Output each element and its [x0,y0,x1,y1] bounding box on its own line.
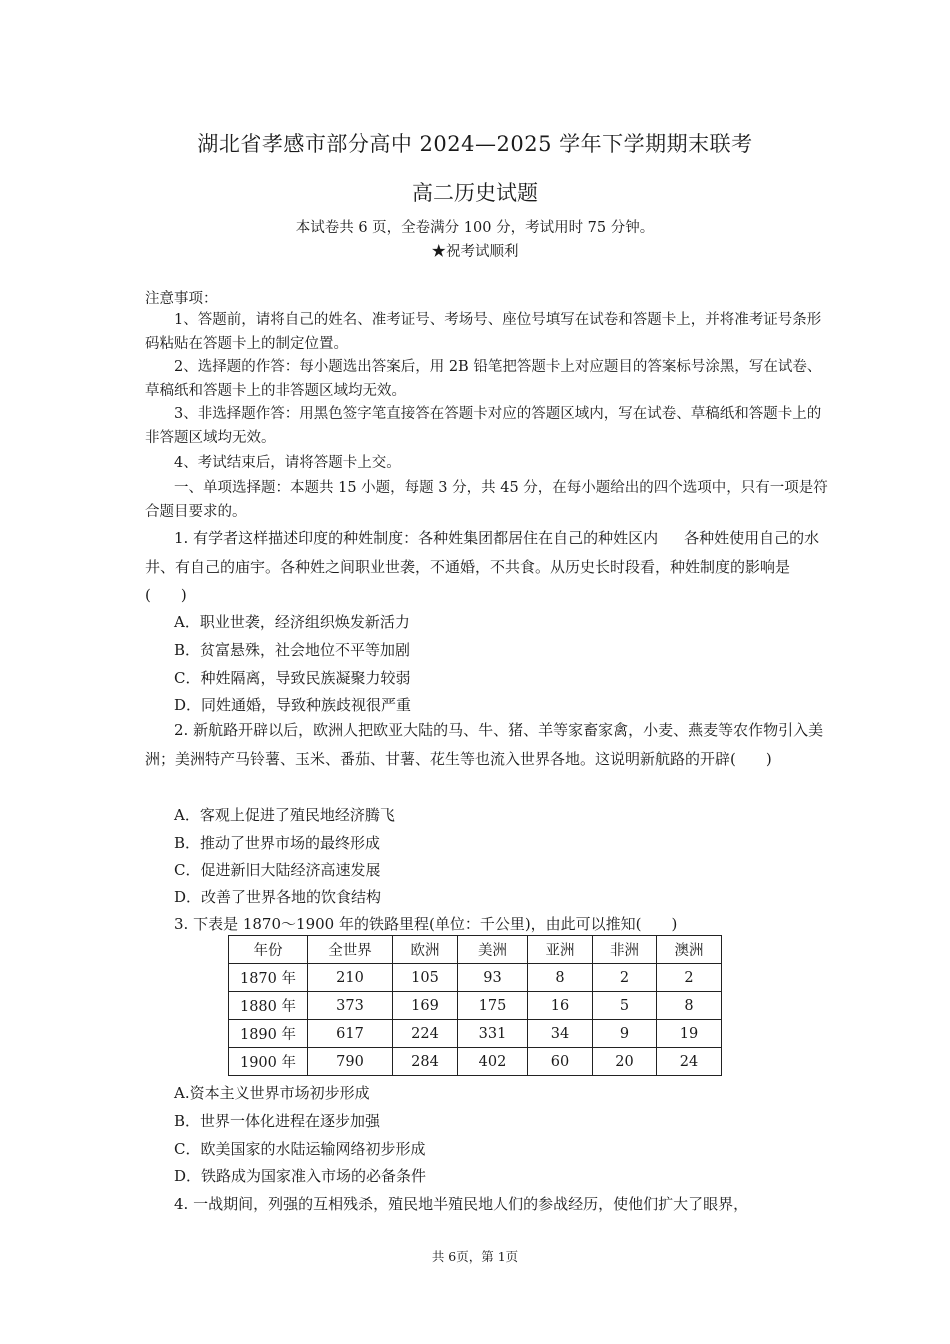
table-cell: 210 [308,964,393,992]
table-cell: 24 [657,1048,722,1076]
exam-info: 本试卷共 6 页，全卷满分 100 分，考试用时 75 分钟。 [295,220,655,236]
table-row [229,1020,722,1048]
question-2-option-d: D．改善了世界各地的饮食结构 [174,888,382,906]
question-1-option-a: A．职业世袭，经济组织焕发新活力 [174,613,410,631]
table-header-cell: 欧洲 [393,936,458,964]
table-cell: 105 [393,964,458,992]
table-header-cell: 澳洲 [657,936,722,964]
table-cell: 402 [458,1048,528,1076]
question-4-stem: 4. 一战期间，列强的互相残杀，殖民地半殖民地人们的参战经历，使他们扩大了眼界， [174,1195,749,1213]
table-header-cell: 非洲 [593,936,657,964]
question-1-option-b: B．贫富悬殊，社会地位不平等加剧 [174,641,411,659]
exam-title: 湖北省孝感市部分高中 2024—2025 学年下学期期末联考 [197,132,753,156]
notice-heading: 注意事项： [145,291,218,307]
table-cell: 60 [528,1048,593,1076]
question-1-stem [145,524,825,610]
question-2-option-b: B．推动了世界市场的最终形成 [174,834,381,852]
table-cell: 224 [393,1020,458,1048]
table-cell: 1890 年 [229,1020,308,1048]
table-cell: 16 [528,992,593,1020]
question-2-option-c: C．促进新旧大陆经济高速发展 [174,861,381,879]
table-row [229,992,722,1020]
table-cell: 284 [393,1048,458,1076]
table-cell: 2 [657,964,722,992]
page-footer: 共 6页，第 1页 [431,1249,519,1264]
question-3-stem: 3. 下表是 1870～1900 年的铁路里程(单位：千公里)，由此可以推知( ) [174,915,678,933]
table-cell: 34 [528,1020,593,1048]
table-cell: 8 [657,992,722,1020]
table-cell: 5 [593,992,657,1020]
question-1-option-d: D．同姓通婚，导致种族歧视很严重 [174,696,412,714]
table-cell: 617 [308,1020,393,1048]
question-3-option-b: B．世界一体化进程在逐步加强 [174,1112,381,1130]
section-intro: 一、单项选择题：本题共 15 小题，每题 3 分，共 45 分，在每小题给出的四个选项中，只有一项是符合题目要求的。 [145,480,828,520]
table-cell: 175 [458,992,528,1020]
table-cell: 373 [308,992,393,1020]
table-header-cell: 全世界 [308,936,393,964]
table-cell: 1870 年 [229,964,308,992]
question-1-option-c: C．种姓隔离，导致民族凝聚力较弱 [174,669,411,687]
table-cell: 2 [593,964,657,992]
question-1-stem-a: 1. 有学者这样描述印度的种姓制度：各种姓集团都居住在自己的种姓区内 [174,529,659,547]
table-cell: 1900 年 [229,1048,308,1076]
question-2-stem: 2. 新航路开辟以后，欧洲人把欧亚大陆的马、牛、猪、羊等家畜家禽，小麦、燕麦等农作物引入美洲；美洲特产马铃薯、玉米、番茄、甘薯、花生等也流入世界各地。这说明新航路的开辟( ) [145,721,824,768]
table-cell: 169 [393,992,458,1020]
table-cell: 1880 年 [229,992,308,1020]
table-header-row [229,936,722,964]
table-cell: 93 [458,964,528,992]
table-cell: 19 [657,1020,722,1048]
table-row [229,1048,722,1076]
table-row [229,964,722,992]
table-header-cell: 亚洲 [528,936,593,964]
question-3-option-d: D．铁路成为国家准入市场的必备条件 [174,1167,427,1185]
table-cell: 790 [308,1048,393,1076]
exam-wish: ★祝考试顺利 [431,244,519,260]
notice-item-1: 1、答题前，请将自己的姓名、准考证号、考场号、座位号填写在试卷和答题卡上，并将准考证号条形码粘贴在答题卡上的制定位置。 [145,312,822,352]
question-1-stem-b: 各种姓使用自己的水井、有自己的庙宇。各种姓之间职业世袭，不通婚，不共食。从历史长时段看，种姓制度的影响是( ) [145,529,820,604]
notice-item-2: 2、选择题的作答：每小题选出答案后，用 2B 铅笔把答题卡上对应题目的答案标号涂黑，写在试卷、草稿纸和答题卡上的非答题区域均无效。 [145,359,822,399]
table-cell: 9 [593,1020,657,1048]
question-2-option-a: A．客观上促进了殖民地经济腾飞 [174,806,395,824]
question-3-option-c: C．欧美国家的水陆运输网络初步形成 [174,1140,426,1158]
railway-table [228,935,722,1076]
exam-subtitle: 高二历史试题 [412,181,538,205]
notice-item-4: 4、考试结束后，请将答题卡上交。 [174,455,401,471]
table-header-cell: 美洲 [458,936,528,964]
table-cell: 331 [458,1020,528,1048]
notice-item-3: 3、非选择题作答：用黑色签字笔直接答在答题卡对应的答题区域内，写在试卷、草稿纸和答题卡上的非答题区域均无效。 [145,406,822,446]
table-header-cell: 年份 [229,936,308,964]
table-cell: 8 [528,964,593,992]
question-3-option-a: A.资本主义世界市场初步形成 [174,1084,370,1102]
table-cell: 20 [593,1048,657,1076]
